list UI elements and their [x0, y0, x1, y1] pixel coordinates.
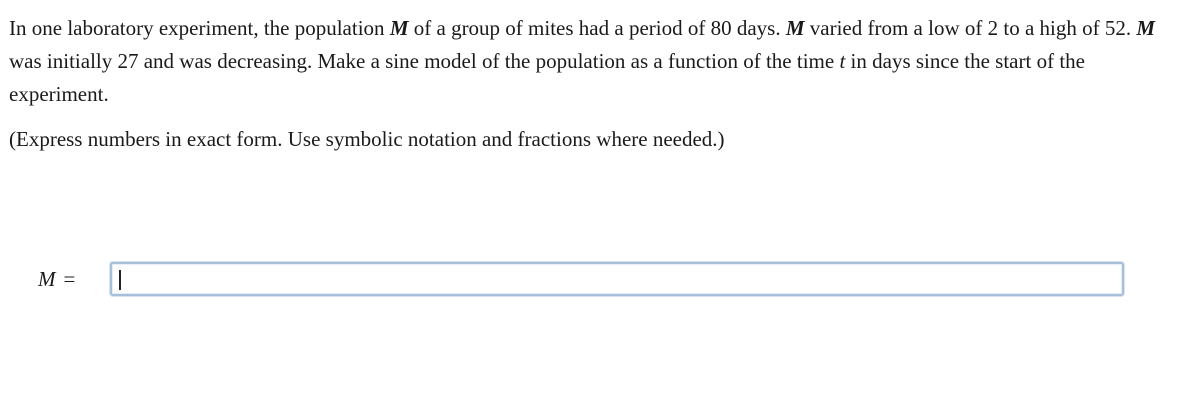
answer-row — [38, 259, 1124, 299]
variable-t: t — [839, 49, 846, 73]
variable-m: M — [389, 16, 409, 40]
instruction-text: (Express numbers in exact form. Use symbolic notation and fractions where needed.) — [9, 127, 725, 151]
variable-m: M — [785, 16, 805, 40]
question-text — [9, 12, 1189, 156]
problem-text-part: varied from a low of 2 to a high of 52. — [804, 16, 1137, 40]
problem-text-part: of a group of mites had a period of 80 days. — [408, 16, 786, 40]
answer-input[interactable] — [110, 262, 1124, 296]
problem-text-part: In one laboratory experiment, the population — [9, 16, 390, 40]
text-cursor — [119, 270, 121, 290]
variable-m: M — [1136, 16, 1156, 40]
problem-statement — [9, 12, 1189, 111]
problem-text-part: in days since the start of the experiment. — [9, 49, 1085, 106]
answer-label-variable: M — [38, 266, 56, 291]
problem-text-part: was initially 27 and was decreasing. Make a sine model of the population as a function of the time — [9, 49, 840, 73]
answer-label — [38, 267, 110, 292]
equals-sign: = — [63, 266, 76, 291]
